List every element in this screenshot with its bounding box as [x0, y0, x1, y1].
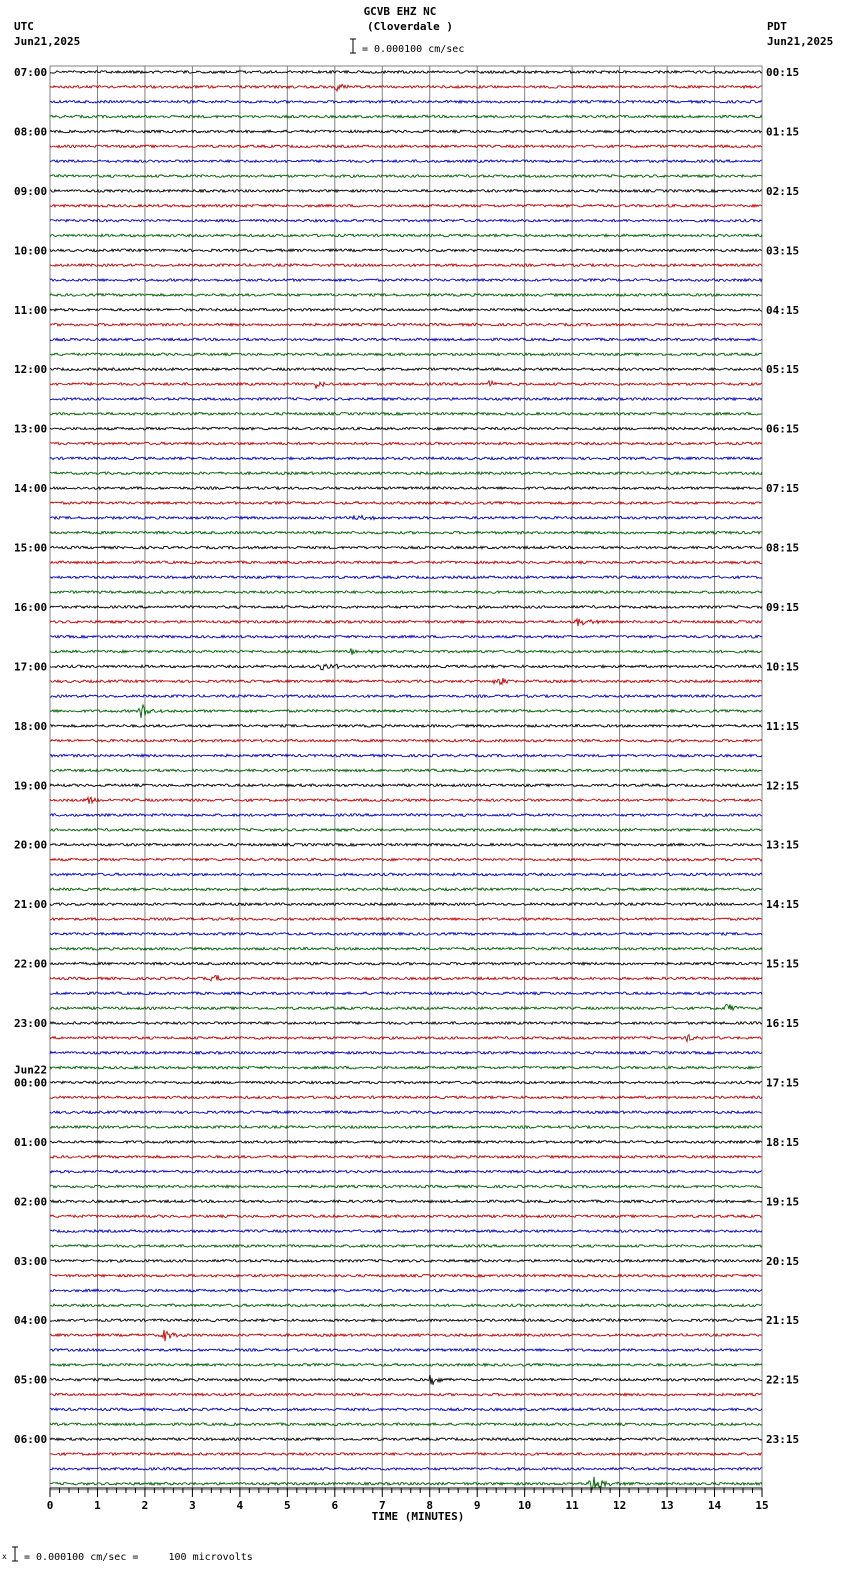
trace-line: [50, 546, 762, 549]
trace-line: [50, 561, 762, 564]
trace-line: [50, 576, 762, 579]
utc-hour-label: 04:00: [14, 1314, 48, 1328]
trace-line: [50, 204, 762, 207]
utc-hour-label: 13:00: [14, 422, 48, 436]
pdt-hour-label: 08:15: [766, 541, 800, 555]
pdt-hour-label: 14:15: [766, 898, 800, 912]
pdt-hour-label: 10:15: [766, 660, 800, 674]
trace-line: [50, 1200, 762, 1203]
trace-line: [50, 442, 762, 445]
utc-hour-labels: [14, 66, 47, 1446]
trace-line: [50, 531, 762, 534]
trace-line: [50, 606, 762, 609]
x-axis-label: TIME (MINUTES): [371, 1510, 465, 1523]
trace-line: [50, 1066, 762, 1069]
trace-line: [50, 754, 762, 757]
pdt-hour-label: 18:15: [766, 1135, 800, 1149]
trace-line: [50, 705, 762, 718]
trace-line: [50, 160, 762, 163]
pdt-hour-label: 19:15: [766, 1195, 800, 1209]
utc-hour-label: 02:00: [14, 1195, 48, 1209]
trace-line: [50, 353, 762, 356]
x-tick-label: 0: [46, 1499, 54, 1512]
trace-line: [50, 784, 762, 787]
pdt-hour-label: 02:15: [766, 184, 800, 198]
scale-bar-icon: [350, 39, 356, 53]
trace-line: [50, 843, 762, 846]
pdt-hour-label: 23:15: [766, 1433, 800, 1447]
seismic-traces: [50, 71, 762, 1490]
trace-line: [50, 368, 762, 371]
pdt-hour-label: 01:15: [766, 125, 800, 139]
trace-line: [50, 933, 762, 936]
pdt-hour-labels: [766, 66, 799, 1446]
trace-line: [50, 398, 762, 401]
utc-hour-label: 06:00: [14, 1433, 48, 1447]
trace-line: [50, 279, 762, 282]
trace-line: [50, 1141, 762, 1144]
trace-line: [50, 888, 762, 891]
utc-hour-label: 23:00: [14, 1017, 48, 1031]
pdt-hour-label: 06:15: [766, 422, 800, 436]
trace-line: [50, 1004, 762, 1010]
footer-scale-label: = 0.000100 cm/sec = 100 microvolts: [24, 1552, 253, 1563]
left-timezone: UTC: [14, 20, 34, 33]
pdt-hour-label: 21:15: [766, 1314, 800, 1328]
utc-hour-label: 16:00: [14, 600, 48, 614]
trace-line: [50, 338, 762, 341]
utc-hour-label: 21:00: [14, 898, 48, 912]
footer-scale-bar-icon: [12, 1547, 18, 1561]
utc-hour-label: 19:00: [14, 779, 48, 793]
x-tick-label: 6: [331, 1499, 339, 1512]
trace-line: [50, 412, 762, 415]
pdt-hour-label: 03:15: [766, 244, 800, 258]
trace-line: [50, 1289, 762, 1292]
trace-line: [50, 829, 762, 832]
x-tick-label: 12: [612, 1499, 627, 1512]
trace-line: [50, 130, 762, 133]
trace-line: [50, 797, 762, 804]
x-tick-label: 4: [236, 1499, 244, 1512]
x-tick-label: 10: [518, 1499, 532, 1512]
date-break-label: Jun22: [14, 1063, 48, 1077]
trace-line: [50, 1111, 762, 1114]
trace-line: [50, 427, 762, 430]
utc-hour-label: 20:00: [14, 838, 48, 852]
trace-line: [50, 992, 762, 995]
x-tick-label: 14: [707, 1499, 722, 1512]
trace-line: [50, 1304, 762, 1307]
trace-line: [50, 71, 762, 74]
pdt-hour-label: 05:15: [766, 363, 800, 377]
pdt-hour-label: 07:15: [766, 482, 800, 496]
trace-line: [50, 1349, 762, 1352]
x-tick-label: 5: [284, 1499, 291, 1512]
trace-line: [50, 1215, 762, 1218]
trace-line: [50, 1096, 762, 1099]
trace-line: [50, 100, 762, 103]
pdt-hour-label: 12:15: [766, 779, 800, 793]
trace-line: [50, 678, 762, 684]
trace-line: [50, 725, 762, 728]
x-tick-label: 7: [378, 1499, 386, 1512]
trace-line: [50, 323, 762, 326]
footer-marker: x: [2, 1552, 7, 1561]
trace-line: [50, 1375, 762, 1385]
pdt-hour-label: 11:15: [766, 719, 800, 733]
trace-line: [50, 264, 762, 267]
trace-line: [50, 695, 762, 698]
trace-line: [50, 487, 762, 490]
utc-hour-label: 03:00: [14, 1254, 48, 1268]
utc-hour-label: 12:00: [14, 363, 48, 377]
utc-hour-label: 17:00: [14, 660, 48, 674]
right-date: Jun21,2025: [767, 35, 834, 48]
trace-line: [50, 1423, 762, 1426]
trace-line: [50, 115, 762, 118]
utc-hour-label: 18:00: [14, 719, 48, 733]
x-tick-label: 2: [141, 1499, 149, 1512]
x-tick-label: 1: [94, 1499, 101, 1512]
utc-hour-label: 10:00: [14, 244, 48, 258]
trace-line: [50, 234, 762, 237]
pdt-hour-label: 00:15: [766, 66, 800, 79]
utc-hour-label: 05:00: [14, 1373, 48, 1387]
trace-line: [50, 1230, 762, 1233]
x-tick-label: 9: [473, 1499, 481, 1512]
scale-label: = 0.000100 cm/sec: [362, 44, 465, 55]
x-axis: [47, 1488, 769, 1512]
trace-line: [50, 1126, 762, 1129]
trace-line: [50, 739, 762, 742]
pdt-hour-label: 15:15: [766, 957, 800, 971]
trace-line: [50, 1408, 762, 1411]
trace-line: [50, 145, 762, 148]
station-title: GCVB EHZ NC: [363, 5, 437, 18]
trace-line: [50, 858, 762, 861]
trace-line: [50, 1393, 762, 1396]
trace-line: [50, 1453, 762, 1456]
trace-line: [50, 1330, 762, 1341]
trace-line: [50, 1438, 762, 1441]
x-tick-label: 3: [189, 1499, 196, 1512]
trace-line: [50, 648, 762, 654]
trace-line: [50, 472, 762, 475]
trace-line: [50, 1185, 762, 1188]
trace-line: [50, 1035, 762, 1042]
trace-line: [50, 1155, 762, 1158]
trace-line: [50, 190, 762, 193]
trace-line: [50, 1364, 762, 1367]
trace-line: [50, 873, 762, 876]
trace-line: [50, 619, 762, 626]
pdt-hour-label: 13:15: [766, 838, 800, 852]
pdt-hour-label: 09:15: [766, 600, 800, 614]
x-tick-label: 8: [426, 1499, 434, 1512]
trace-line: [50, 219, 762, 222]
trace-line: [50, 1022, 762, 1025]
trace-line: [50, 664, 762, 670]
trace-line: [50, 1245, 762, 1248]
utc-hour-label: 01:00: [14, 1135, 48, 1149]
utc-hour-label: 22:00: [14, 957, 48, 971]
utc-hour-label: 14:00: [14, 482, 48, 496]
trace-line: [50, 1170, 762, 1173]
trace-line: [50, 1274, 762, 1277]
trace-line: [50, 635, 762, 638]
x-tick-label: 13: [660, 1499, 674, 1512]
utc-hour-label: 15:00: [14, 541, 48, 555]
utc-hour-label: 07:00: [14, 66, 48, 79]
trace-line: [50, 1319, 762, 1322]
trace-line: [50, 308, 762, 311]
trace-line: [50, 769, 762, 772]
trace-line: [50, 516, 762, 520]
trace-line: [50, 84, 762, 91]
left-date: Jun21,2025: [14, 35, 81, 48]
station-location: (Cloverdale ): [366, 20, 454, 33]
pdt-hour-label: 22:15: [766, 1373, 800, 1387]
trace-line: [50, 1051, 762, 1054]
trace-line: [50, 502, 762, 505]
trace-line: [50, 175, 762, 178]
pdt-hour-label: 04:15: [766, 303, 800, 317]
pdt-hour-label: 16:15: [766, 1017, 800, 1031]
x-tick-label: 15: [755, 1499, 769, 1512]
pdt-hour-label: 20:15: [766, 1254, 800, 1268]
trace-line: [50, 1260, 762, 1263]
trace-line: [50, 294, 762, 297]
trace-line: [50, 814, 762, 817]
x-tick-label: 11: [565, 1499, 579, 1512]
trace-line: [50, 1468, 762, 1471]
right-timezone: PDT: [767, 20, 787, 33]
utc-hour-label: 00:00: [14, 1076, 48, 1090]
trace-line: [50, 591, 762, 594]
utc-hour-label: 11:00: [14, 303, 48, 317]
pdt-hour-label: 17:15: [766, 1076, 800, 1090]
trace-line: [50, 903, 762, 906]
trace-line: [50, 457, 762, 460]
trace-line: [50, 947, 762, 950]
utc-hour-label: 08:00: [14, 125, 48, 139]
trace-line: [50, 975, 762, 981]
trace-line: [50, 249, 762, 252]
trace-line: [50, 381, 762, 389]
trace-line: [50, 962, 762, 965]
trace-line: [50, 918, 762, 921]
trace-line: [50, 1081, 762, 1084]
utc-hour-label: 09:00: [14, 184, 48, 198]
